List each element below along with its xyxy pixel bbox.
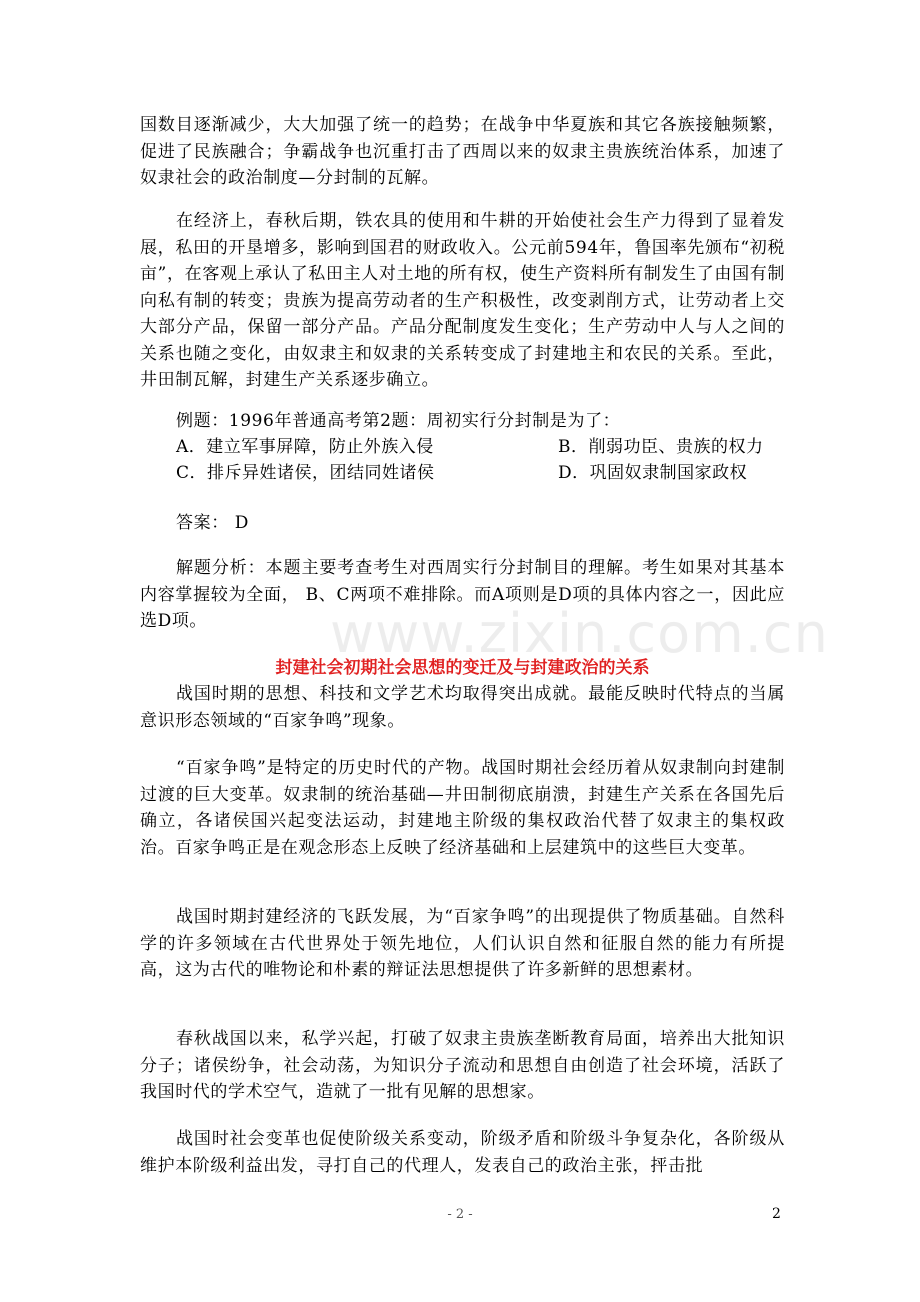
option-c: C．排斥异姓诸侯，团结同姓诸侯 <box>176 463 435 483</box>
footer-page-number: 2 <box>772 1206 781 1222</box>
example-question: 例题：1996年普通高考第2题：周初实行分封制是为了： <box>176 411 621 431</box>
answer: 答案： D <box>176 513 250 533</box>
option-d: D．巩固奴隶制国家政权 <box>558 463 748 483</box>
option-b: B．削弱功臣、贵族的权力 <box>558 437 764 457</box>
watermark: www.zixin.com.cn <box>330 602 829 665</box>
paragraph-4: “百家争鸣”是特定的历史时代的产物。战国时期社会经历着从奴隶制向封建制过渡的巨大变革。奴隶制的统治基础—井田制彻底崩溃，封建生产关系在各国先后确立，各诸侯国兴起变法运动，封建地主阶级的集权政治代替了奴隶主的集权政治。百家争鸣正是在观念形态上反映了经济基础和上层建筑中的这些巨大变革。 <box>140 758 785 858</box>
footer-page-marker: - 2 - <box>447 1207 473 1222</box>
paragraph-5: 战国时期封建经济的飞跃发展，为“百家争鸣”的出现提供了物质基础。自然科学的许多领域在古代世界处于领先地位，人们认识自然和征服自然的能力有所提高，这为古代的唯物论和朴素的辩证法思想提供了许多新鲜的思想素材。 <box>140 907 785 980</box>
option-a: A．建立军事屏障，防止外族入侵 <box>176 437 434 457</box>
paragraph-2: 在经济上，春秋后期，铁农具的使用和牛耕的开始使社会生产力得到了显着发展，私田的开垦增多，影响到国君的财政收入。公元前594年，鲁国率先颁布“初税亩”，在客观上承认了私田主人对土地的所有权，使生产资料所有制发生了由国有制向私有制的转变；贵族为提高劳动者的生产积极性，改变剥削方式，让劳动者上交大部分产品，保留一部分产品。产品分配制度发生变化；生产劳动中人与人之间的关系也随之变化，由奴隶主和奴隶的关系转变成了封建地主和农民的关系。至此，井田制瓦解，封建生产关系逐步确立。 <box>140 211 785 390</box>
section-heading: 封建社会初期社会思想的变迁及与封建政治的关系 <box>275 658 650 678</box>
paragraph-3: 战国时期的思想、科技和文学艺术均取得突出成就。最能反映时代特点的当属意识形态领域的“百家争鸣”现象。 <box>140 684 785 731</box>
analysis-paragraph: 解题分析：本题主要考查考生对西周实行分封制目的理解。考生如果对其基本内容掌握较为全面， B、C两项不难排除。而A项则是D项的具体内容之一，因此应选D项。 <box>140 558 785 631</box>
paragraph-7: 战国时社会变革也促使阶级关系变动，阶级矛盾和阶级斗争复杂化，各阶级从维护本阶级利益出发，寻打自己的代理人，发表自己的政治主张，抨击批 <box>140 1129 785 1176</box>
paragraph-1: 国数目逐渐减少，大大加强了统一的趋势；在战争中华夏族和其它各族接触频繁，促进了民族融合；争霸战争也沉重打击了西周以来的奴隶主贵族统治体系，加速了奴隶社会的政治制度—分封制的瓦解。 <box>140 115 785 188</box>
paragraph-6: 春秋战国以来，私学兴起，打破了奴隶主贵族垄断教育局面，培养出大批知识分子；诸侯纷争，社会动荡，为知识分子流动和思想自由创造了社会环境，活跃了我国时代的学术空气，造就了一批有见解的思想家。 <box>140 1029 785 1102</box>
